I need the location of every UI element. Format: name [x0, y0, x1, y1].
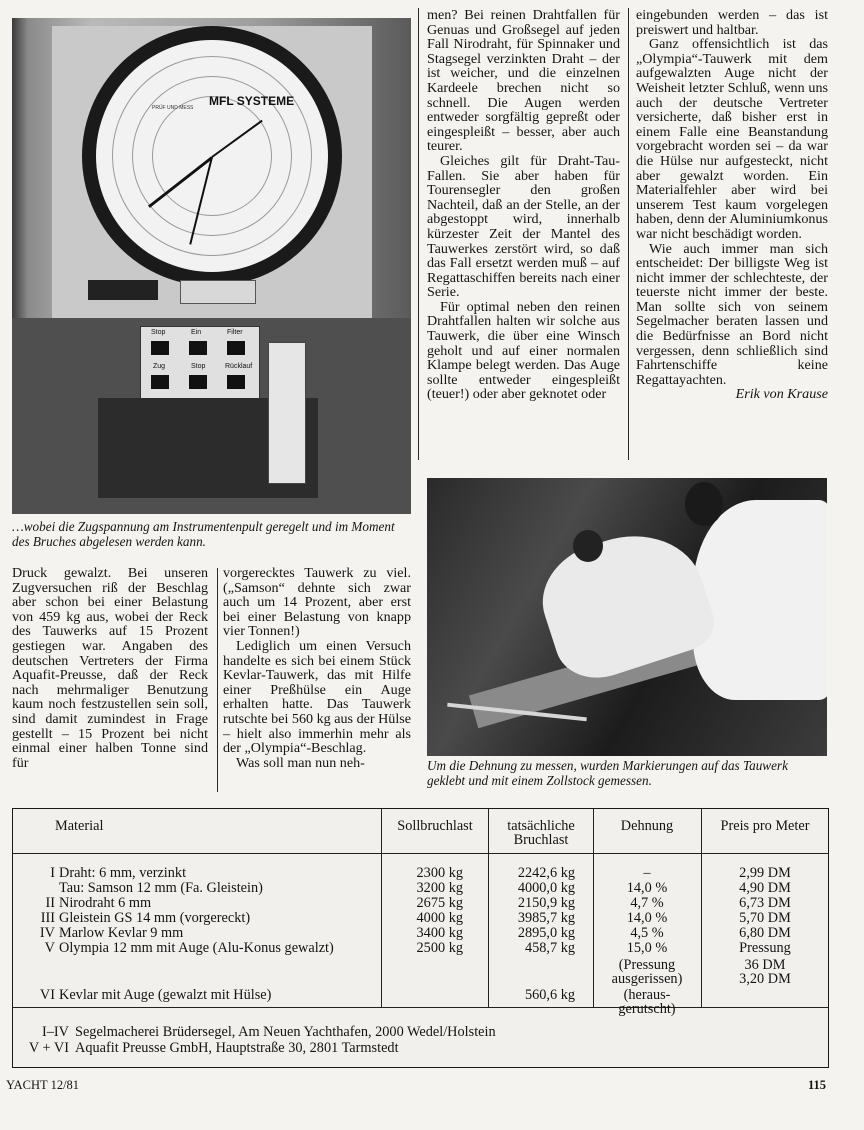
- table-cell: Gleistein GS 14 mm (vorgereckt): [59, 910, 251, 926]
- table-cell: 14,0 %: [626, 880, 668, 896]
- gauge-brand: [209, 96, 294, 107]
- table-cell: I: [50, 865, 55, 881]
- table-cell: V: [44, 940, 55, 956]
- header-bruchlast: tatsächliche Bruchlast: [507, 818, 575, 848]
- paragraph: Wie auch immer man sich entscheidet: Der billigste Weg ist nicht immer der schlechteste, der teuerste nicht immer der beste. Man sollte sich von seinem Segelmacher beraten lassen und die Bedürfnisse an Bord nicht vergessen, denn schließlich sind Fahrtenschiffe keine Regattayachten.: [636, 240, 828, 388]
- table-cell: 6,80 DM: [739, 925, 791, 941]
- paragraph: vorgerecktes Tauwerk zu viel. („Samson“ dehnte sich zwar auch um 14 Prozent, aber erst bei einer Belastung von knapp vier Tonnen!): [223, 565, 411, 640]
- table-cell: 3400 kg: [416, 925, 463, 941]
- control-panel: [140, 326, 260, 406]
- article-column-middle: [427, 8, 620, 402]
- table-cell: 14,0 %: [626, 910, 668, 926]
- gauge-brand-sub: PRÜF UND MESS: [152, 105, 194, 111]
- footnote-text: Aquafit Preusse GmbH, Hauptstraße 30, 2801 Tarmstedt: [75, 1040, 399, 1056]
- table-cell: III: [40, 910, 55, 926]
- table-cell: 2242,6 kg: [517, 865, 575, 881]
- key-label: Filter: [227, 329, 243, 336]
- paragraph: eingebunden werden – das ist preiswert und haltbar.: [636, 7, 828, 38]
- footnote-text: Segelmacherei Brüdersegel, Am Neuen Yachthafen, 2000 Wedel/Holstein: [75, 1024, 496, 1040]
- table-cell: 3985,7 kg: [517, 910, 575, 926]
- paragraph: Was soll man nun neh-: [236, 754, 365, 771]
- header-preis: Preis pro Meter: [720, 818, 810, 834]
- caption-instrument: …wobei die Zugspannung am Instrumentenpult geregelt und im Moment des Bruches abgelesen werden kann.: [12, 519, 395, 549]
- table-cell: Kevlar mit Auge (gewalzt mit Hülse): [59, 987, 272, 1003]
- magazine-issue: YACHT 12/81: [6, 1078, 80, 1092]
- table-cell: Tau: Samson 12 mm (Fa. Gleistein): [59, 880, 263, 896]
- table-cell: VI: [39, 987, 55, 1003]
- table-cell: IV: [39, 925, 55, 941]
- table-cell: 458,7 kg: [524, 940, 575, 956]
- article-column-left-bottom: [12, 566, 208, 770]
- instrument-photo: [12, 18, 411, 514]
- article-column-middle-bottom: [223, 566, 411, 770]
- table-cell: 3200 kg: [416, 880, 463, 896]
- paragraph: men? Bei reinen Drahtfallen für Genuas und Großsegel auf jeden Fall Nirodraht, für Spinnaker und Stagsegel verzinkten Draht – der ist weicher, und die einzelnen Kardeele brechen nicht so schnell. Die Augen werden entweder sorgfältig gepreßt oder eingespleißt – besser, aber auch teurer.: [427, 7, 620, 155]
- table-cell: 2895,0 kg: [517, 925, 575, 941]
- table-cell: 4,90 DM: [739, 880, 791, 896]
- table-cell: Pressung: [739, 940, 791, 956]
- key-label: Rücklauf: [225, 363, 253, 370]
- paragraph: Ganz offensichtlich ist das „Olympia“-Tauwerk mit dem aufgewalzten Auge nicht der Weisheit letzter Schluß, wenn uns auch der deutsche Vertreter versicherte, daß bisher erst in einem Falle eine Beanstandung vorgebracht worden sei – da war die Hülse nur aufgesteckt, nicht aber gewalzt worden. Ein Materialfehler aber wird bei unserem Test kaum vorgelegen haben, denn der Aluminiumkonus war nicht beschädigt worden.: [636, 36, 828, 242]
- table-cell: 2150,9 kg: [517, 895, 575, 911]
- test-results-table: [12, 808, 829, 1068]
- paragraph: Lediglich um einen Versuch handelte es sich bei einem Stück Kevlar-Tauwerk, das mit Hilfe einer Preßhülse ein Auge erhalten hatte. Das Tauwerk rutschte bei 560 kg aus der Hülse – hielt also immerhin mehr als der „Olympia“-Beschlag.: [223, 637, 411, 757]
- table-cell: 4,5 %: [630, 925, 664, 941]
- key-label: Stop: [191, 363, 206, 370]
- table-cell: Draht: 6 mm, verzinkt: [59, 865, 187, 881]
- table-cell: Olympia 12 mm mit Auge (Alu-Konus gewalzt): [59, 940, 334, 956]
- key-label: Ein: [191, 329, 202, 336]
- measurement-photo: [427, 478, 827, 756]
- article-column-right: [636, 8, 828, 402]
- caption-measurement: Um die Dehnung zu messen, wurden Markierungen auf das Tauwerk geklebt und mit einem Zollstock gemessen.: [427, 758, 788, 788]
- valve-box: [268, 342, 306, 484]
- footnote-number: I–IV: [42, 1024, 69, 1040]
- paragraph: Druck gewalzt. Bei unseren Zugversuchen riß der Beschlag aber schon bei einer Belastung von 459 kg aus, wobei der Reck des Tauwerks auf 15 Prozent gestiegen war. Angaben des deutschen Vertreters der Firma Aquafit-Preusse, daß der Reck nach mehrmaliger Benutzung kaum noch festzustellen sein soll, sind damit zumindest in Frage gestellt – 15 Prozent bei nicht einmal einer halben Tonne sind für: [12, 565, 208, 771]
- indicator-lights: [88, 280, 158, 300]
- paragraph: Für optimal neben den reinen Drahtfallen halten wir solche aus Tauwerk, die über eine Winsch geholt und auf einer normalen Klampe belegt werden. Das Auge sollte entweder eingespleißt (teuer!) oder aber geknotet oder: [427, 298, 620, 403]
- gauge-brand-text: MFL SYSTEME: [209, 94, 295, 108]
- table-cell: II: [45, 895, 55, 911]
- paragraph: Gleiches gilt für Draht-Tau-Fallen. Sie aber haben für Tourensegler den großen Nachteil, daß an der Stelle, an der abgestoppt wird, innerhalb kürzester Zeit der Mantel des Tauwerkes zerstört wird, so daß das Fall ersetzt werden muß – auf Regattaschiffen bereits nach einer Serie.: [427, 152, 620, 301]
- table-cell: 4,7 %: [630, 895, 664, 911]
- switch-panel: [180, 280, 256, 304]
- key-label: Zug: [153, 363, 166, 370]
- table-cell: 5,70 DM: [739, 910, 791, 926]
- table-cell: 6,73 DM: [739, 895, 791, 911]
- table-cell: 4000 kg: [416, 910, 463, 926]
- header-dehnung: Dehnung: [620, 818, 674, 834]
- table-cell: (heraus-: [623, 987, 671, 1003]
- header-material: Material: [55, 818, 104, 834]
- page-number: 115: [808, 1078, 827, 1092]
- table-cell: 2,99 DM: [739, 865, 791, 881]
- table-cell: 15,0 %: [626, 940, 668, 956]
- key-label: Stop: [151, 329, 166, 336]
- table-cell: ausgerissen): [611, 971, 683, 987]
- table-cell: 3,20 DM: [739, 971, 791, 987]
- header-sollbruchlast: Sollbruchlast: [397, 818, 473, 834]
- table-cell: gerutscht): [618, 1001, 676, 1017]
- table-cell: 560,6 kg: [524, 987, 575, 1003]
- author-signature: Erik von Krause: [735, 386, 828, 403]
- table-cell: 2300 kg: [416, 865, 463, 881]
- table-cell: 4000,0 kg: [517, 880, 575, 896]
- table-cell: (Pressung: [618, 957, 676, 973]
- table-cell: –: [643, 865, 651, 881]
- table-cell: 36 DM: [744, 957, 786, 973]
- table-cell: Nirodraht 6 mm: [59, 895, 152, 911]
- footnote-number: V + VI: [28, 1040, 69, 1056]
- table-cell: 2675 kg: [416, 895, 463, 911]
- table-cell: Marlow Kevlar 9 mm: [59, 925, 184, 941]
- table-cell: 2500 kg: [416, 940, 463, 956]
